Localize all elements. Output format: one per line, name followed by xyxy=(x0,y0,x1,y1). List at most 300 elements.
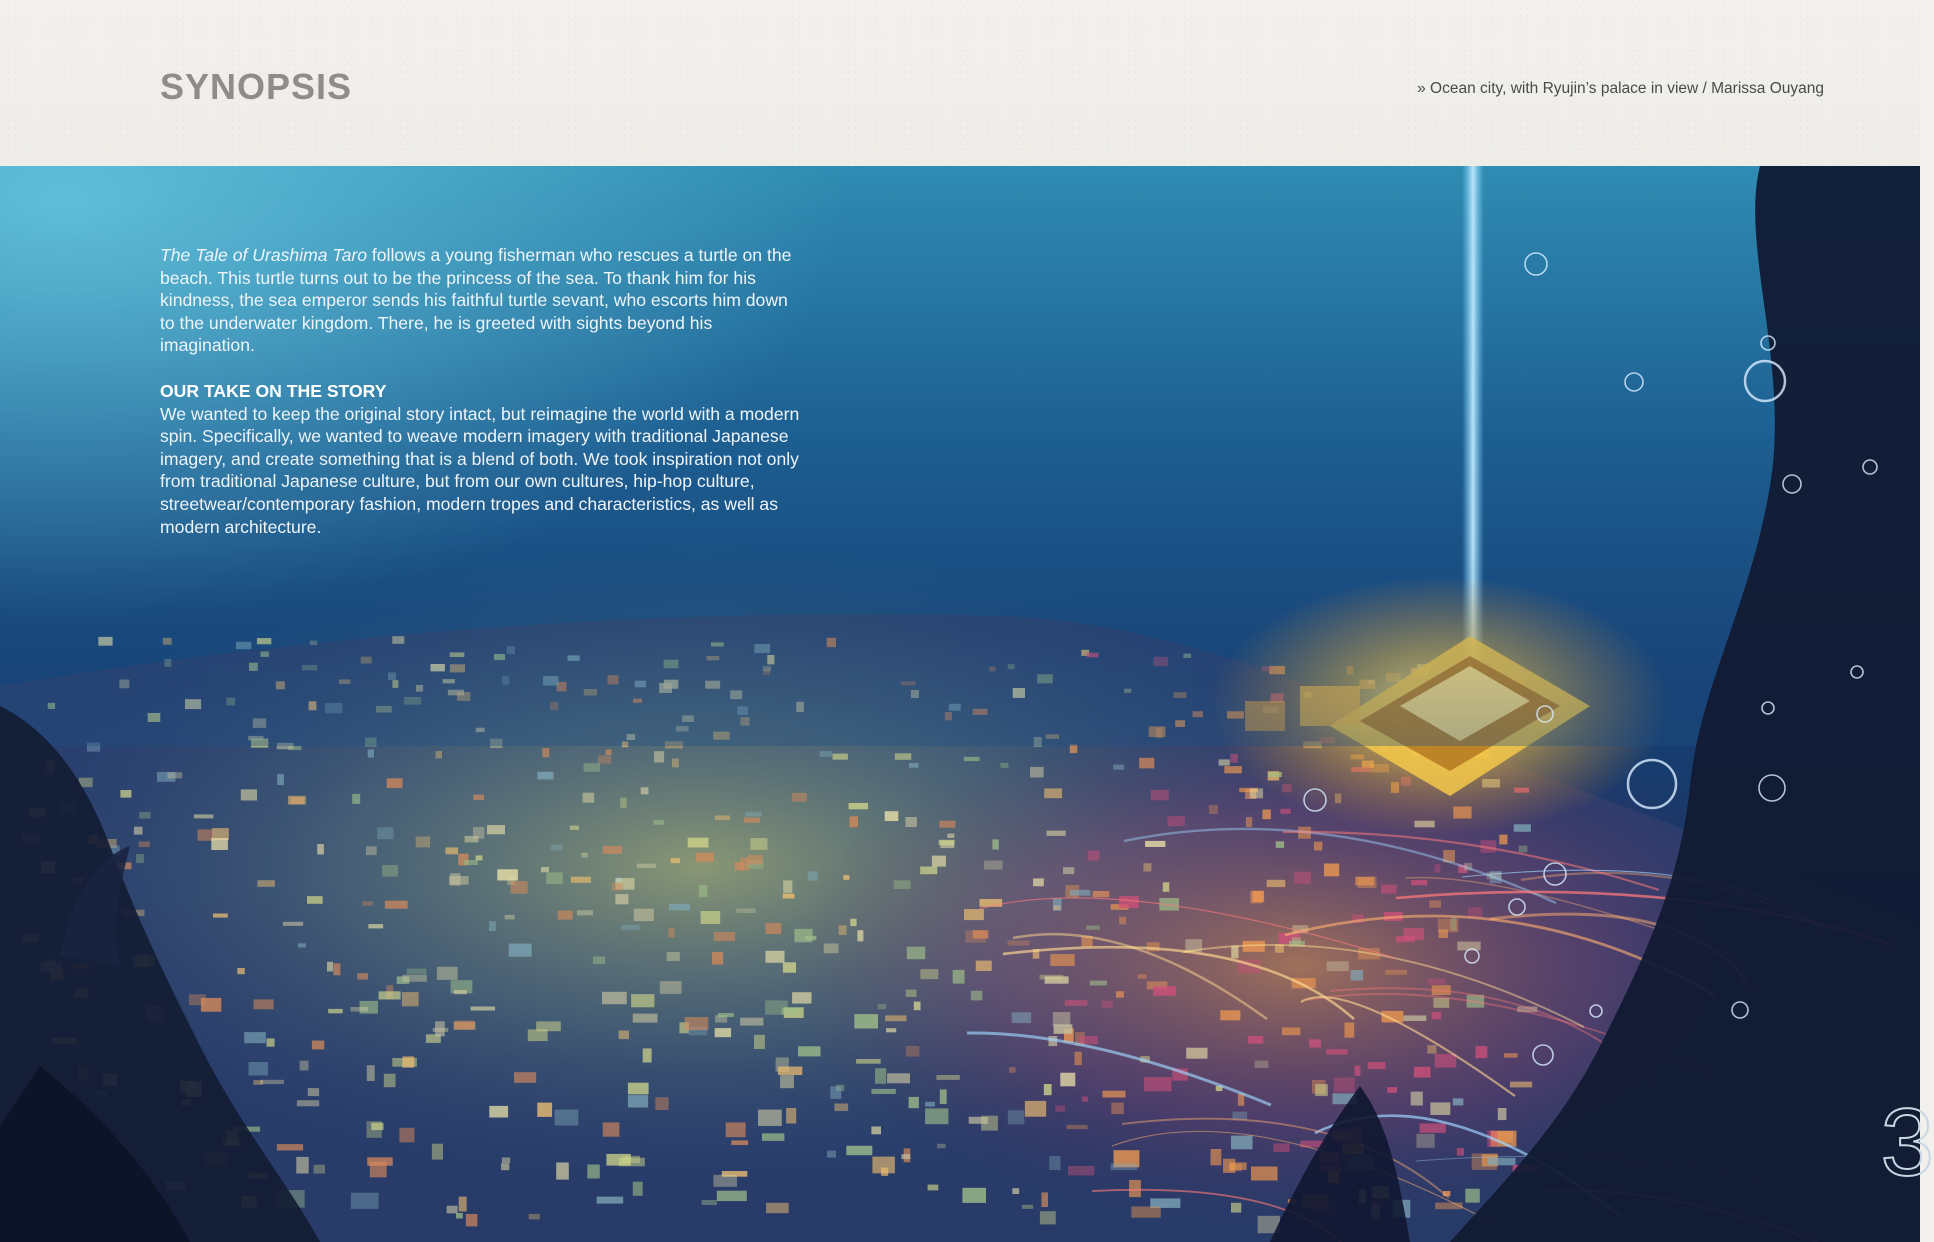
city-block xyxy=(1519,846,1528,853)
city-block xyxy=(936,1075,959,1080)
city-block xyxy=(1129,1180,1141,1197)
city-block xyxy=(529,1214,540,1220)
city-block xyxy=(402,992,419,1006)
city-block xyxy=(685,1017,709,1030)
city-block xyxy=(597,1197,624,1204)
city-block xyxy=(856,1059,881,1064)
page-title: SYNOPSIS xyxy=(160,66,353,107)
city-block xyxy=(1065,1000,1088,1006)
city-block xyxy=(1457,1148,1464,1156)
city-block xyxy=(909,1097,919,1108)
city-block xyxy=(641,787,649,794)
city-block xyxy=(514,1072,536,1083)
city-block xyxy=(1251,1167,1278,1181)
city-block xyxy=(633,1182,643,1196)
city-block xyxy=(1054,906,1061,910)
city-block xyxy=(1262,810,1271,820)
city-block xyxy=(783,962,796,972)
city-block xyxy=(932,856,946,867)
city-block xyxy=(542,748,549,757)
city-block xyxy=(920,867,937,875)
city-block xyxy=(1326,1049,1348,1054)
city-block xyxy=(1049,1156,1060,1170)
city-block xyxy=(780,1075,794,1088)
city-block xyxy=(1008,941,1030,946)
city-block xyxy=(906,990,917,997)
city-block xyxy=(1250,788,1263,798)
city-block xyxy=(1070,890,1090,896)
city-block xyxy=(352,794,360,804)
city-block xyxy=(783,894,795,899)
city-block xyxy=(805,936,816,940)
city-block xyxy=(1450,917,1456,930)
city-block xyxy=(962,1188,986,1203)
city-block xyxy=(905,817,917,827)
city-block xyxy=(881,1168,888,1176)
city-block xyxy=(367,1065,375,1081)
city-block xyxy=(587,1165,600,1179)
city-block xyxy=(1435,1054,1457,1068)
city-block xyxy=(317,844,324,854)
city-block xyxy=(368,924,383,928)
city-block xyxy=(1139,758,1154,769)
city-block xyxy=(570,826,579,830)
take-paragraph: We wanted to keep the original story intact, but reimagine the world with a modern spin. Specifically, we wanted to weave modern imagery with traditional Japanese imagery, and create something that is a blend of both. We took inspiration not only from traditional Japanese culture, but from our own cultures, hip-hop culture, streetwear/contemporary fashion, modern tropes and characteristics, as well as modern architecture. xyxy=(160,403,800,537)
city-block xyxy=(971,991,982,1001)
city-block xyxy=(583,793,595,803)
city-block xyxy=(758,1110,782,1126)
city-block xyxy=(715,816,730,821)
city-block xyxy=(253,1080,263,1085)
city-block xyxy=(211,838,228,850)
city-block xyxy=(714,932,735,941)
city-block xyxy=(672,759,679,768)
city-block xyxy=(1488,1158,1516,1165)
city-block xyxy=(1090,981,1107,986)
city-block xyxy=(489,921,496,931)
city-block xyxy=(416,837,430,848)
city-block xyxy=(1044,1084,1052,1095)
city-block xyxy=(820,751,833,757)
city-block xyxy=(1368,1062,1386,1069)
page-header xyxy=(0,0,1920,166)
city-block xyxy=(854,1014,878,1028)
city-block xyxy=(798,1046,821,1056)
city-block xyxy=(1282,1028,1300,1036)
city-block xyxy=(1280,809,1290,814)
city-block xyxy=(537,772,553,780)
city-block xyxy=(308,1088,319,1096)
city-block xyxy=(367,1157,393,1166)
take-heading: OUR TAKE ON THE STORY xyxy=(160,380,387,401)
city-block xyxy=(1387,1087,1397,1093)
city-block xyxy=(168,772,183,778)
city-block xyxy=(189,994,206,1005)
city-block xyxy=(655,1097,668,1110)
city-block xyxy=(351,1007,368,1012)
city-block xyxy=(637,864,656,868)
city-block xyxy=(1314,842,1322,851)
city-block xyxy=(1345,1023,1355,1038)
city-block xyxy=(134,827,143,835)
city-block xyxy=(501,1163,509,1170)
city-block xyxy=(473,827,484,839)
city-block xyxy=(1063,867,1074,874)
story-title: The Tale of Urashima Taro xyxy=(160,245,367,265)
city-block xyxy=(885,1015,906,1021)
city-block xyxy=(717,1191,747,1201)
city-block xyxy=(606,749,612,755)
city-block xyxy=(754,1035,765,1049)
city-block xyxy=(1248,1036,1263,1044)
city-block xyxy=(1119,917,1126,925)
city-block xyxy=(385,901,408,909)
city-block xyxy=(312,1041,324,1050)
city-block xyxy=(1047,831,1066,836)
city-block xyxy=(620,798,627,809)
city-block xyxy=(502,1158,510,1164)
city-block xyxy=(875,1068,886,1084)
city-block xyxy=(668,928,674,938)
city-block xyxy=(718,1013,734,1017)
city-block xyxy=(277,1144,303,1150)
city-block xyxy=(198,829,214,840)
city-block xyxy=(699,885,708,897)
city-block xyxy=(654,820,664,825)
city-block xyxy=(1334,1078,1355,1093)
city-block xyxy=(1025,1101,1046,1117)
city-block xyxy=(1309,1039,1321,1047)
city-block xyxy=(740,1018,763,1026)
city-block xyxy=(953,970,965,984)
city-block xyxy=(1012,1012,1031,1023)
city-block xyxy=(830,1086,841,1099)
city-block xyxy=(1012,1188,1019,1194)
intro-paragraph xyxy=(160,244,800,357)
city-block xyxy=(387,778,403,788)
city-block xyxy=(794,929,812,942)
city-block xyxy=(505,915,515,920)
city-block xyxy=(712,952,723,965)
city-block xyxy=(1499,835,1507,845)
city-block xyxy=(1186,1048,1207,1059)
city-block xyxy=(139,841,150,847)
city-block xyxy=(1168,816,1185,826)
city-block xyxy=(976,961,992,971)
city-block xyxy=(254,999,274,1009)
city-block xyxy=(436,751,442,758)
city-block xyxy=(1433,998,1449,1008)
city-block xyxy=(314,1165,326,1174)
city-block xyxy=(377,827,393,839)
city-block xyxy=(300,1061,309,1071)
city-block xyxy=(824,944,839,954)
city-block xyxy=(593,957,605,965)
city-block xyxy=(327,962,333,972)
city-block xyxy=(288,796,306,805)
image-caption: » Ocean city, with Ryujin’s palace in view / Marissa Ouyang xyxy=(1417,80,1824,97)
city-block xyxy=(628,1083,649,1095)
city-block xyxy=(1030,767,1044,778)
city-block xyxy=(1430,1102,1450,1115)
city-block xyxy=(556,1163,569,1180)
city-block xyxy=(450,873,460,885)
city-block xyxy=(1022,1205,1033,1209)
city-block xyxy=(333,963,340,975)
city-block xyxy=(546,872,563,884)
city-block xyxy=(1119,896,1139,908)
city-block xyxy=(1113,765,1124,770)
city-block xyxy=(1001,763,1009,768)
city-block xyxy=(1075,1052,1082,1065)
city-block xyxy=(602,992,627,1004)
intro-text: follows a young fisherman who rescues a turtle on the beach. This turtle turns out to be the princess of the sea. To thank him for his kindness, the sea emperor sends his faithful turtle sevant, who escorts him down to the underwater kingdom. There, he is greeted with sights beyond his imagination. xyxy=(160,245,792,356)
city-block xyxy=(894,880,911,889)
city-block xyxy=(1131,1206,1161,1217)
city-block xyxy=(1220,1010,1240,1020)
city-block xyxy=(1088,851,1100,861)
city-block xyxy=(660,981,682,994)
city-block xyxy=(1086,926,1099,930)
city-block xyxy=(736,908,755,913)
city-block xyxy=(399,1128,414,1143)
city-block xyxy=(1138,974,1147,978)
city-block xyxy=(1453,1098,1464,1105)
page-number: 3 xyxy=(1880,1089,1934,1196)
city-block xyxy=(1403,1015,1426,1021)
city-block xyxy=(909,763,919,768)
city-block xyxy=(603,846,622,854)
city-block xyxy=(871,1089,895,1094)
city-block xyxy=(139,812,150,819)
city-block xyxy=(296,1157,308,1174)
city-block xyxy=(435,1021,445,1036)
city-block xyxy=(715,1028,731,1037)
city-block xyxy=(1008,1110,1025,1124)
city-block xyxy=(603,1122,620,1136)
city-block xyxy=(778,1067,802,1076)
city-block xyxy=(445,847,458,854)
city-block xyxy=(257,880,275,887)
city-block xyxy=(1427,1045,1436,1054)
city-block xyxy=(244,1032,266,1043)
city-block xyxy=(1355,877,1374,886)
city-block xyxy=(834,1104,848,1112)
city-block xyxy=(487,825,505,834)
city-block xyxy=(746,812,762,817)
city-block xyxy=(1055,1105,1065,1112)
city-block xyxy=(969,1117,988,1124)
city-block xyxy=(362,901,373,905)
city-block xyxy=(379,991,401,999)
city-block xyxy=(621,925,640,930)
city-block xyxy=(371,1123,383,1130)
city-block xyxy=(1009,1067,1016,1073)
city-block xyxy=(537,1103,552,1117)
city-block xyxy=(1354,1066,1360,1076)
city-block xyxy=(1381,885,1397,894)
synopsis-text xyxy=(160,244,800,538)
city-block xyxy=(1044,788,1062,798)
city-block xyxy=(473,795,484,801)
city-block xyxy=(766,1203,789,1213)
city-block xyxy=(654,751,664,762)
city-block xyxy=(1111,1103,1124,1115)
city-block xyxy=(454,1021,474,1030)
city-block xyxy=(612,883,623,891)
city-block xyxy=(940,1089,947,1104)
city-block xyxy=(1231,1203,1241,1213)
city-block xyxy=(1041,1192,1048,1207)
city-block xyxy=(782,1008,799,1015)
city-block xyxy=(267,1038,275,1046)
city-block xyxy=(581,853,588,858)
city-block xyxy=(1327,961,1349,971)
city-block xyxy=(619,1031,629,1040)
city-block xyxy=(471,1007,495,1011)
city-block xyxy=(667,952,680,961)
city-block xyxy=(598,756,612,764)
city-block xyxy=(1246,817,1252,827)
city-block xyxy=(1315,1084,1328,1096)
city-block xyxy=(464,860,478,865)
city-block xyxy=(827,1151,836,1158)
city-block xyxy=(136,854,144,863)
city-block xyxy=(1416,1134,1434,1148)
city-block xyxy=(901,1154,910,1159)
city-block xyxy=(762,1133,784,1141)
city-block xyxy=(964,757,980,761)
city-block xyxy=(298,943,306,947)
city-block xyxy=(1040,1211,1056,1224)
city-block xyxy=(1151,790,1169,800)
city-block xyxy=(584,763,601,772)
city-block xyxy=(489,1106,508,1118)
city-block xyxy=(850,816,859,827)
city-block xyxy=(702,1200,717,1205)
city-block xyxy=(1414,1067,1431,1078)
city-block xyxy=(792,793,807,802)
city-block xyxy=(907,947,925,960)
city-block xyxy=(432,1144,443,1160)
city-block xyxy=(288,746,301,750)
city-block xyxy=(1054,1024,1073,1033)
city-block xyxy=(307,896,323,904)
city-block xyxy=(688,838,709,848)
city-block xyxy=(786,1108,796,1124)
city-block xyxy=(744,818,760,823)
city-block xyxy=(731,1140,748,1145)
city-block xyxy=(1102,1091,1125,1098)
city-block xyxy=(1143,863,1151,871)
city-block xyxy=(402,1056,414,1067)
city-block xyxy=(1267,880,1286,887)
city-block xyxy=(249,1062,269,1076)
city-block xyxy=(1411,880,1427,885)
city-block xyxy=(1255,1061,1269,1068)
city-block xyxy=(1068,1166,1094,1176)
depth-haze xyxy=(0,546,1920,746)
city-block xyxy=(701,911,721,924)
city-block xyxy=(213,914,228,918)
city-block xyxy=(382,865,398,877)
city-block xyxy=(792,992,811,1003)
city-block xyxy=(1273,1143,1289,1152)
city-block xyxy=(1253,891,1265,902)
city-block xyxy=(839,925,847,935)
city-block xyxy=(297,1100,319,1106)
city-block xyxy=(1420,1124,1446,1133)
city-block xyxy=(1209,805,1218,814)
city-block xyxy=(1429,900,1441,907)
city-block xyxy=(1111,1164,1138,1171)
city-block xyxy=(466,1214,478,1226)
city-block xyxy=(871,1127,881,1135)
city-block xyxy=(939,821,955,828)
city-block xyxy=(843,875,849,880)
city-block xyxy=(1427,979,1445,985)
city-block xyxy=(914,1002,921,1011)
city-block xyxy=(850,919,856,926)
city-block xyxy=(906,1046,920,1057)
city-block xyxy=(735,862,745,870)
city-block xyxy=(671,858,680,863)
city-block xyxy=(1276,841,1284,848)
city-block xyxy=(555,1110,579,1126)
city-block xyxy=(1163,882,1170,892)
city-block xyxy=(571,877,591,883)
city-block xyxy=(1211,1149,1222,1165)
city-block xyxy=(1033,878,1044,886)
city-block xyxy=(920,969,938,979)
city-block xyxy=(643,1048,652,1062)
city-block xyxy=(885,811,899,821)
city-block xyxy=(459,1197,467,1212)
city-block xyxy=(1411,1092,1423,1106)
city-block xyxy=(403,975,427,982)
city-block xyxy=(925,1102,935,1107)
city-block xyxy=(857,930,863,941)
city-block xyxy=(328,1009,343,1013)
city-block xyxy=(283,922,303,926)
city-block xyxy=(628,1095,648,1107)
city-block xyxy=(937,1144,946,1149)
city-block xyxy=(765,923,781,934)
city-block xyxy=(615,894,628,904)
city-block xyxy=(1102,1001,1113,1008)
city-block xyxy=(895,753,912,760)
city-block xyxy=(1223,1159,1235,1173)
city-block xyxy=(1504,1053,1517,1058)
city-block xyxy=(1231,1136,1253,1150)
city-block xyxy=(964,909,984,920)
city-block xyxy=(509,944,532,957)
city-block xyxy=(194,814,214,818)
city-block xyxy=(1465,1189,1480,1203)
city-block xyxy=(849,803,868,809)
city-block xyxy=(622,1156,640,1163)
city-block xyxy=(984,861,1003,870)
city-block xyxy=(577,910,593,915)
city-block xyxy=(550,845,563,851)
city-block xyxy=(1351,970,1364,981)
city-block xyxy=(669,904,690,911)
city-block xyxy=(846,1146,872,1155)
city-block xyxy=(1219,759,1230,765)
city-block xyxy=(1468,907,1482,917)
city-block xyxy=(1510,1082,1532,1088)
city-block xyxy=(1292,937,1301,945)
